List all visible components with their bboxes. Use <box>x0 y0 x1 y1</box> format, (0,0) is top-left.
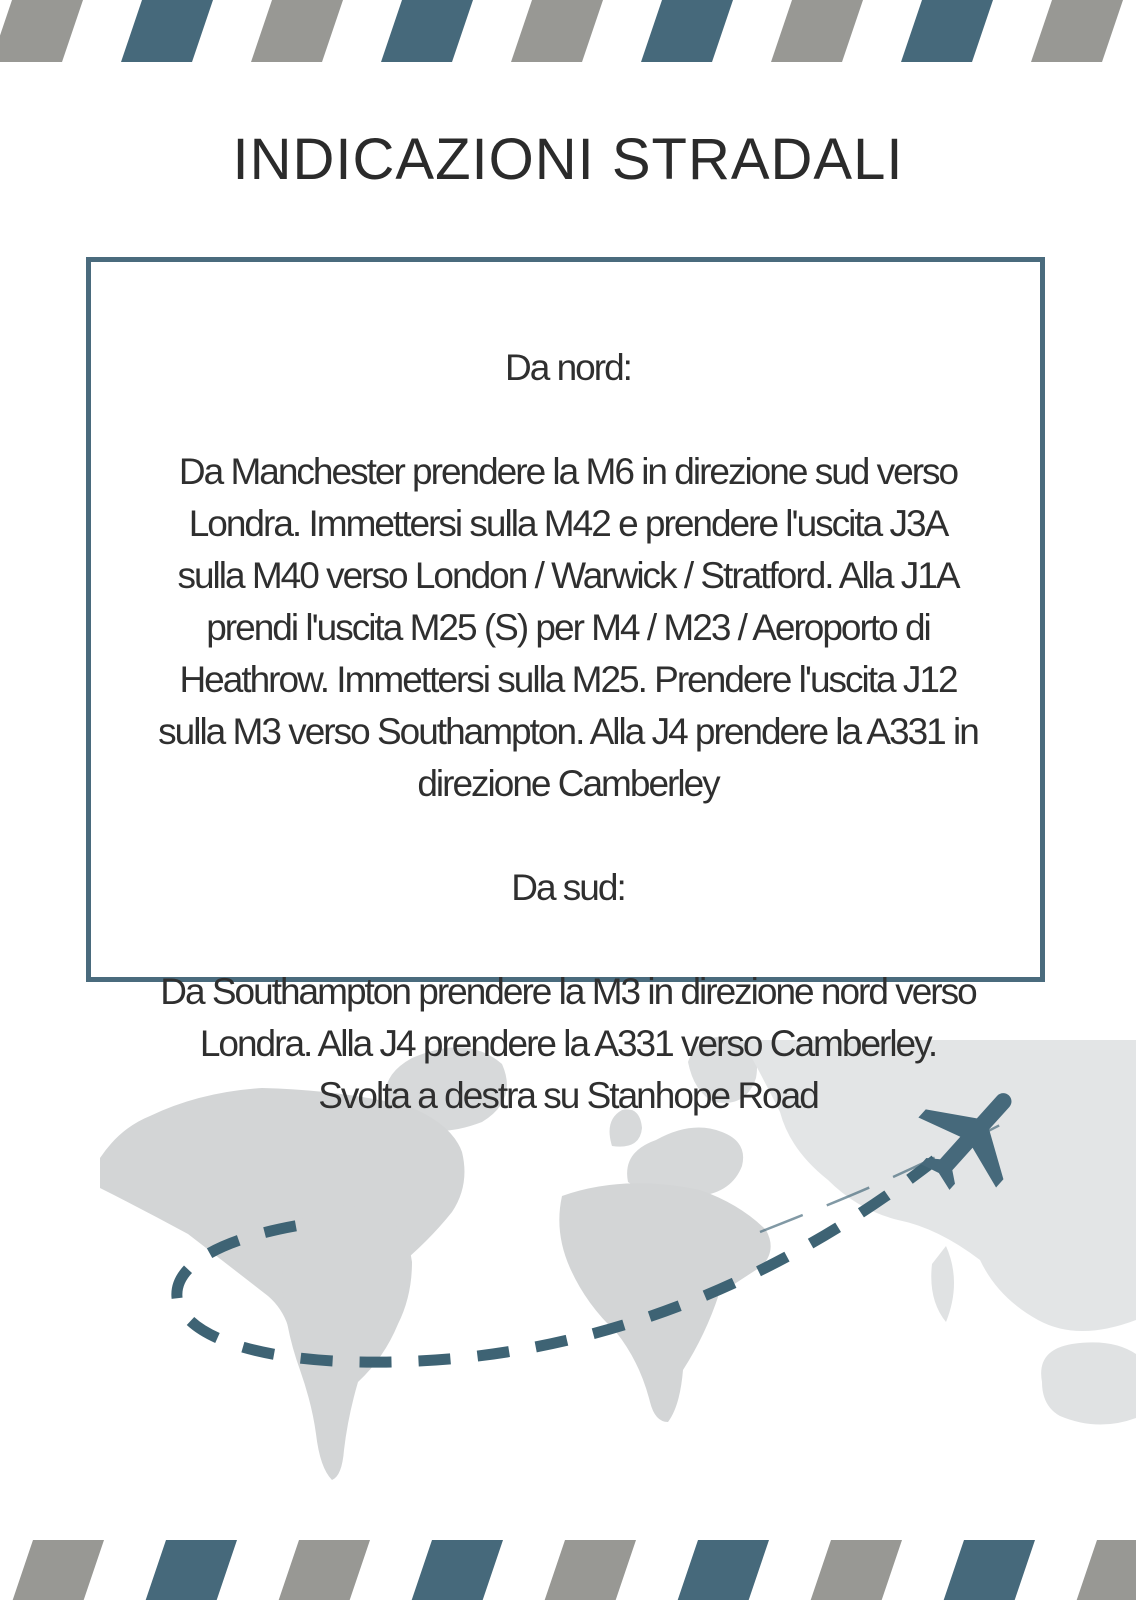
section-heading-south: Da sud: <box>511 867 625 908</box>
section-heading-north: Da nord: <box>505 347 631 388</box>
map-africa <box>559 1183 770 1422</box>
directions-text <box>153 342 983 1174</box>
page-title: INDICAZIONI STRADALI <box>232 127 904 192</box>
paragraph-south: Da Southampton prendere la M3 in direzione nord verso Londra. Alla J4 prendere la A331 verso Camberley. Svolta a destra su Stanhope Road <box>160 971 976 1116</box>
map-australia <box>1041 1342 1136 1424</box>
map-south-america <box>282 1206 412 1480</box>
paragraph-north: Da Manchester prendere la M6 in direzione sud verso Londra. Immettersi sulla M42 e prendere l'uscita J3A sulla M40 verso London / Warwick / Stratford. Alla J1A prendi l'uscita M25 (S) per M4 / M23 / Aeroporto di Heathrow. Immettersi sulla M25. Prendere l'uscita J12 sulla M3 verso Southampton. Alla J4 prendere la A331 in direzione Camberley <box>158 451 978 804</box>
map-india <box>931 1246 954 1322</box>
airmail-stripes-top-icon <box>0 0 1136 62</box>
